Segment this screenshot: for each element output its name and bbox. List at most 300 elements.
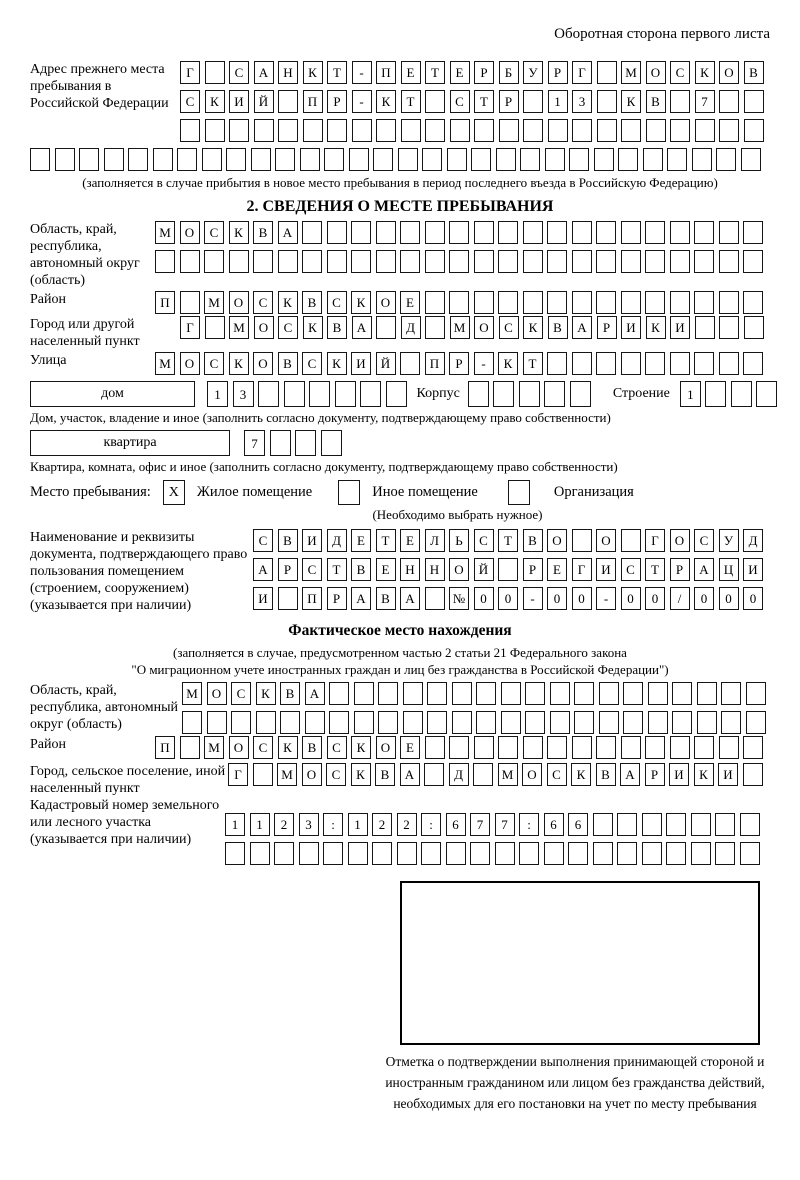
char-box[interactable]: Т [474,90,494,113]
char-box[interactable]: С [278,316,298,339]
char-box[interactable] [378,682,398,705]
char-box[interactable]: Г [180,316,200,339]
char-box[interactable] [596,250,616,273]
char-box[interactable] [621,529,641,552]
char-box[interactable]: В [523,529,543,552]
char-box[interactable] [104,148,124,171]
char-box[interactable] [250,842,270,865]
char-box[interactable] [400,352,420,375]
char-box[interactable] [352,119,372,142]
char-box[interactable] [667,148,687,171]
char-box[interactable] [572,119,592,142]
checkbox-other-premises[interactable] [338,480,360,505]
char-box[interactable]: 3 [572,90,592,113]
char-box[interactable]: А [351,587,371,610]
char-box[interactable] [523,221,543,244]
char-box[interactable] [449,250,469,273]
char-box[interactable]: О [522,763,542,786]
char-box[interactable] [719,250,739,273]
char-box[interactable] [295,430,316,456]
char-box[interactable] [719,291,739,314]
char-box[interactable]: Д [449,763,469,786]
char-box[interactable]: 0 [498,587,518,610]
char-box[interactable] [386,381,407,407]
char-box[interactable]: Д [401,316,421,339]
char-box[interactable]: М [155,352,175,375]
char-box[interactable] [572,352,592,375]
char-box[interactable] [645,221,665,244]
char-box[interactable] [721,682,741,705]
char-box[interactable] [476,682,496,705]
char-box[interactable] [498,558,518,581]
char-box[interactable]: К [327,352,347,375]
char-box[interactable]: Р [548,61,568,84]
char-box[interactable] [743,291,763,314]
char-box[interactable] [642,842,662,865]
char-box[interactable] [378,711,398,734]
char-box[interactable]: А [400,763,420,786]
char-box[interactable] [695,119,715,142]
char-box[interactable] [740,842,760,865]
char-box[interactable] [670,291,690,314]
char-box[interactable]: Г [228,763,248,786]
char-box[interactable]: Т [401,90,421,113]
char-box[interactable] [694,291,714,314]
char-box[interactable]: 7 [244,430,265,456]
char-box[interactable] [645,250,665,273]
char-box[interactable] [253,250,273,273]
char-box[interactable]: О [229,291,249,314]
char-box[interactable]: Р [449,352,469,375]
char-box[interactable]: О [302,763,322,786]
char-box[interactable] [274,842,294,865]
char-box[interactable] [547,291,567,314]
char-box[interactable] [744,316,764,339]
char-box[interactable]: О [547,529,567,552]
char-box[interactable]: К [694,763,714,786]
char-box[interactable]: К [256,682,276,705]
char-box[interactable] [645,352,665,375]
char-box[interactable] [498,221,518,244]
char-box[interactable]: О [376,736,396,759]
char-box[interactable] [694,352,714,375]
char-box[interactable]: 1 [225,813,245,836]
char-box[interactable] [468,381,489,407]
char-box[interactable] [254,119,274,142]
char-box[interactable] [447,148,467,171]
char-box[interactable] [670,119,690,142]
char-box[interactable] [523,291,543,314]
char-box[interactable] [321,430,342,456]
char-box[interactable] [691,813,711,836]
char-box[interactable]: П [302,587,322,610]
char-box[interactable] [550,682,570,705]
char-box[interactable] [231,711,251,734]
char-box[interactable]: Р [499,90,519,113]
char-box[interactable]: О [229,736,249,759]
char-box[interactable] [519,842,539,865]
char-box[interactable]: И [670,316,690,339]
char-box[interactable] [719,316,739,339]
char-box[interactable] [544,842,564,865]
char-box[interactable]: 0 [621,587,641,610]
char-box[interactable]: В [327,316,347,339]
char-box[interactable]: С [621,558,641,581]
char-box[interactable]: О [180,352,200,375]
char-box[interactable] [278,250,298,273]
char-box[interactable]: К [646,316,666,339]
char-box[interactable] [229,119,249,142]
char-box[interactable]: 0 [743,587,763,610]
char-box[interactable] [450,119,470,142]
char-box[interactable] [498,736,518,759]
char-box[interactable]: Д [743,529,763,552]
char-box[interactable]: Т [425,61,445,84]
char-box[interactable] [743,763,763,786]
char-box[interactable] [226,148,246,171]
char-box[interactable] [204,250,224,273]
char-box[interactable]: К [351,763,371,786]
char-box[interactable]: Р [523,558,543,581]
char-box[interactable]: М [204,291,224,314]
char-box[interactable]: В [376,587,396,610]
char-box[interactable]: Й [376,352,396,375]
char-box[interactable] [695,316,715,339]
char-box[interactable]: Т [523,352,543,375]
char-box[interactable] [721,711,741,734]
char-box[interactable]: В [278,352,298,375]
char-box[interactable] [572,529,592,552]
char-box[interactable] [550,711,570,734]
char-box[interactable]: М [277,763,297,786]
char-box[interactable] [474,221,494,244]
char-box[interactable] [694,221,714,244]
char-box[interactable] [525,682,545,705]
char-box[interactable] [449,291,469,314]
char-box[interactable] [618,148,638,171]
char-box[interactable] [719,90,739,113]
char-box[interactable] [327,250,347,273]
char-box[interactable]: Е [401,61,421,84]
char-box[interactable]: Б [499,61,519,84]
char-box[interactable] [278,90,298,113]
char-box[interactable] [574,711,594,734]
char-box[interactable] [449,736,469,759]
char-box[interactable]: С [253,736,273,759]
char-box[interactable] [621,736,641,759]
char-box[interactable]: Н [425,558,445,581]
char-box[interactable] [425,736,445,759]
char-box[interactable]: Е [400,291,420,314]
char-box[interactable] [474,250,494,273]
char-box[interactable] [256,711,276,734]
char-box[interactable]: О [449,558,469,581]
char-box[interactable] [645,736,665,759]
char-box[interactable] [205,61,225,84]
char-box[interactable] [373,148,393,171]
char-box[interactable] [743,250,763,273]
char-box[interactable] [694,736,714,759]
char-box[interactable] [743,221,763,244]
char-box[interactable] [596,291,616,314]
char-box[interactable]: Н [278,61,298,84]
char-box[interactable] [670,90,690,113]
char-box[interactable] [743,352,763,375]
char-box[interactable]: Й [474,558,494,581]
char-box[interactable] [672,682,692,705]
char-box[interactable] [593,842,613,865]
char-box[interactable] [225,842,245,865]
char-box[interactable] [523,736,543,759]
char-box[interactable] [270,430,291,456]
char-box[interactable] [715,813,735,836]
char-box[interactable]: 3 [233,381,254,407]
char-box[interactable] [180,250,200,273]
char-box[interactable] [499,119,519,142]
char-box[interactable] [452,682,472,705]
char-box[interactable] [548,119,568,142]
char-box[interactable]: В [302,291,322,314]
char-box[interactable] [645,291,665,314]
char-box[interactable]: 6 [568,813,588,836]
char-box[interactable]: С [450,90,470,113]
char-box[interactable]: К [205,90,225,113]
char-box[interactable] [305,711,325,734]
char-box[interactable] [572,291,592,314]
char-box[interactable] [182,711,202,734]
char-box[interactable]: О [719,61,739,84]
char-box[interactable] [599,711,619,734]
char-box[interactable] [258,381,279,407]
char-box[interactable]: В [646,90,666,113]
char-box[interactable]: Г [572,61,592,84]
char-box[interactable] [354,682,374,705]
char-box[interactable] [180,119,200,142]
char-box[interactable] [425,250,445,273]
char-box[interactable]: О [376,291,396,314]
char-box[interactable] [547,221,567,244]
char-box[interactable]: П [155,736,175,759]
char-box[interactable] [376,119,396,142]
char-box[interactable] [666,842,686,865]
char-box[interactable]: 0 [694,587,714,610]
char-box[interactable]: 2 [397,813,417,836]
char-box[interactable] [519,381,540,407]
char-box[interactable]: Р [327,90,347,113]
char-box[interactable] [501,711,521,734]
char-box[interactable] [623,682,643,705]
char-box[interactable] [594,148,614,171]
char-box[interactable]: К [278,291,298,314]
char-box[interactable] [275,148,295,171]
char-box[interactable]: У [719,529,739,552]
char-box[interactable]: В [375,763,395,786]
char-box[interactable] [207,711,227,734]
char-box[interactable]: 6 [544,813,564,836]
char-box[interactable]: А [400,587,420,610]
char-box[interactable] [493,381,514,407]
char-box[interactable]: К [621,90,641,113]
char-box[interactable]: Р [670,558,690,581]
char-box[interactable] [303,119,323,142]
char-box[interactable] [427,711,447,734]
char-box[interactable] [351,250,371,273]
char-box[interactable] [666,813,686,836]
char-box[interactable]: - [596,587,616,610]
char-box[interactable] [715,842,735,865]
char-box[interactable]: 2 [274,813,294,836]
char-box[interactable] [597,90,617,113]
char-box[interactable] [617,813,637,836]
char-box[interactable] [229,250,249,273]
char-box[interactable]: Д [327,529,347,552]
char-box[interactable]: С [204,221,224,244]
char-box[interactable]: К [229,352,249,375]
char-box[interactable] [572,250,592,273]
char-box[interactable] [153,148,173,171]
char-box[interactable]: О [596,529,616,552]
char-box[interactable]: А [694,558,714,581]
char-box[interactable] [547,736,567,759]
char-box[interactable] [473,763,493,786]
char-box[interactable] [329,682,349,705]
char-box[interactable]: А [572,316,592,339]
char-box[interactable]: В [548,316,568,339]
char-box[interactable] [694,250,714,273]
char-box[interactable] [719,119,739,142]
char-box[interactable]: Й [254,90,274,113]
char-box[interactable] [569,148,589,171]
char-box[interactable] [643,148,663,171]
char-box[interactable] [692,148,712,171]
char-box[interactable] [697,711,717,734]
char-box[interactable]: 0 [645,587,665,610]
char-box[interactable]: Е [400,736,420,759]
char-box[interactable]: С [253,291,273,314]
char-box[interactable]: М [229,316,249,339]
char-box[interactable]: В [278,529,298,552]
char-box[interactable]: 7 [695,90,715,113]
char-box[interactable]: В [302,736,322,759]
char-box[interactable]: М [155,221,175,244]
char-box[interactable] [400,250,420,273]
char-box[interactable] [360,381,381,407]
char-box[interactable] [327,221,347,244]
char-box[interactable]: 1 [680,381,701,407]
char-box[interactable] [335,381,356,407]
char-box[interactable] [520,148,540,171]
char-box[interactable] [731,381,752,407]
char-box[interactable] [425,119,445,142]
char-box[interactable] [452,711,472,734]
char-box[interactable] [400,221,420,244]
char-box[interactable]: 1 [250,813,270,836]
char-box[interactable]: М [204,736,224,759]
char-box[interactable]: Н [400,558,420,581]
char-box[interactable] [642,813,662,836]
char-box[interactable]: С [229,61,249,84]
char-box[interactable] [670,250,690,273]
char-box[interactable] [544,381,565,407]
char-box[interactable] [324,148,344,171]
char-box[interactable] [574,682,594,705]
char-box[interactable]: В [280,682,300,705]
char-box[interactable] [446,842,466,865]
char-box[interactable]: Р [645,763,665,786]
char-box[interactable]: А [305,682,325,705]
char-box[interactable] [672,711,692,734]
char-box[interactable] [743,736,763,759]
char-box[interactable]: 0 [572,587,592,610]
char-box[interactable] [570,381,591,407]
char-box[interactable]: 3 [299,813,319,836]
char-box[interactable]: - [523,587,543,610]
char-box[interactable]: 1 [348,813,368,836]
char-box[interactable]: У [523,61,543,84]
char-box[interactable]: М [498,763,518,786]
char-box[interactable] [740,813,760,836]
char-box[interactable] [623,711,643,734]
char-box[interactable]: 7 [495,813,515,836]
char-box[interactable] [746,711,766,734]
char-box[interactable] [719,221,739,244]
char-box[interactable] [155,250,175,273]
char-box[interactable] [348,842,368,865]
char-box[interactable] [302,250,322,273]
char-box[interactable]: А [278,221,298,244]
char-box[interactable] [568,842,588,865]
char-box[interactable]: В [351,558,371,581]
char-box[interactable] [397,842,417,865]
char-box[interactable] [30,148,50,171]
char-box[interactable] [719,736,739,759]
char-box[interactable] [501,682,521,705]
char-box[interactable]: К [523,316,543,339]
char-box[interactable]: С [231,682,251,705]
char-box[interactable]: П [155,291,175,314]
char-box[interactable]: С [474,529,494,552]
char-box[interactable] [648,682,668,705]
char-box[interactable]: Е [450,61,470,84]
char-box[interactable]: Т [327,61,347,84]
char-box[interactable]: Т [498,529,518,552]
char-box[interactable] [351,221,371,244]
char-box[interactable] [648,711,668,734]
char-box[interactable]: О [254,316,274,339]
char-box[interactable] [471,148,491,171]
char-box[interactable]: С [302,558,322,581]
char-box[interactable] [205,316,225,339]
char-box[interactable] [670,352,690,375]
char-box[interactable] [403,682,423,705]
char-box[interactable]: С [327,291,347,314]
char-box[interactable]: 7 [470,813,490,836]
char-box[interactable]: 1 [207,381,228,407]
char-box[interactable]: : [421,813,441,836]
char-box[interactable]: П [425,352,445,375]
char-box[interactable] [398,148,418,171]
char-box[interactable]: 0 [547,587,567,610]
char-box[interactable] [523,90,543,113]
char-box[interactable] [309,381,330,407]
char-box[interactable] [180,736,200,759]
char-box[interactable]: / [670,587,690,610]
char-box[interactable]: Е [351,529,371,552]
char-box[interactable]: Ь [449,529,469,552]
char-box[interactable] [498,250,518,273]
char-box[interactable]: О [646,61,666,84]
char-box[interactable] [599,682,619,705]
